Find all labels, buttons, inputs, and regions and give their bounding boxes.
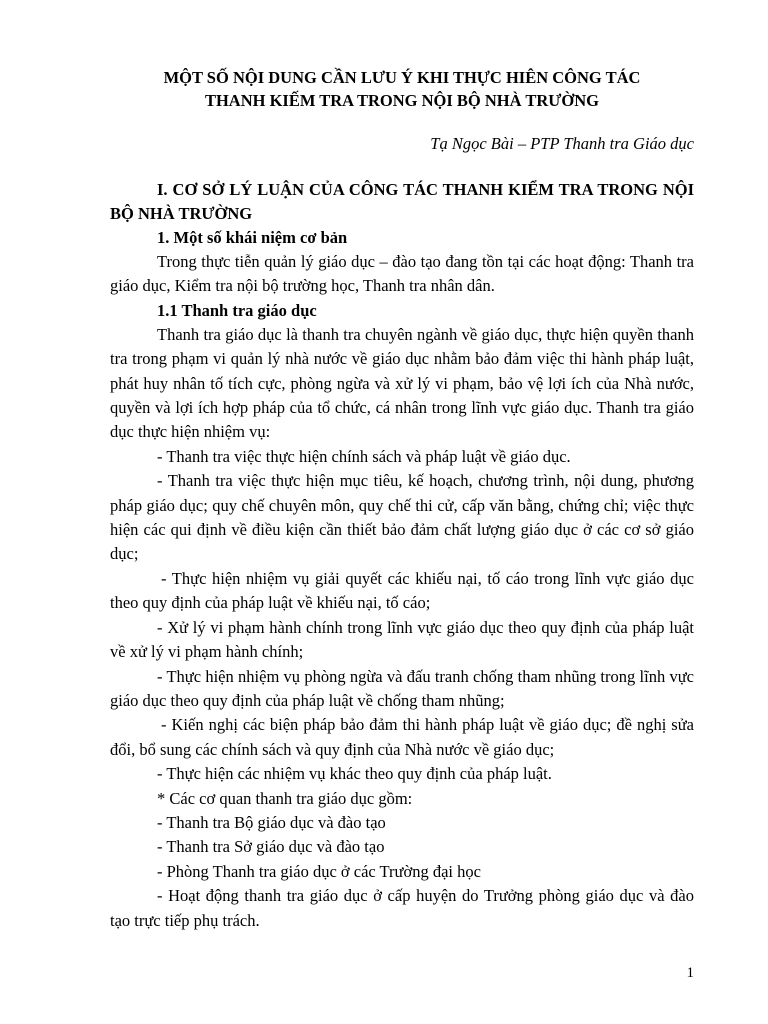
document-title-line-2: THANH KIẾM TRA TRONG NỘI BỘ NHÀ TRƯỜNG (204, 91, 600, 110)
agencies-heading: * Các cơ quan thanh tra giáo dục gồm: (157, 788, 413, 808)
page-number: 1 (686, 965, 694, 981)
agency-item: - Phòng Thanh tra giáo dục ở các Trường đại học (157, 861, 481, 881)
duty-item: - Kiến nghị các biện pháp bảo đảm thi hành pháp luật về giáo dục; đề nghị sửa đổi, bổ sung các chính sách và quy định của Nhà nước về giáo dục; (110, 715, 694, 759)
paragraph-definition: Thanh tra giáo dục là thanh tra chuyên ngành về giáo dục, thực hiện quyền thanh tra trong phạm vi quản lý nhà nước về giáo dục nhằm bảo đảm việc thi hành pháp luật, phát huy nhân tố tích cực, phòng ngừa và xử lý vi phạm, bảo vệ lợi ích của Nhà nước, quyền và lợi ích hợp pháp của tổ chức, cá nhân trong lĩnh vực giáo dục. Thanh tra giáo dục thực hiện nhiệm vụ: (110, 324, 694, 442)
duty-item: - Thực hiện nhiệm vụ phòng ngừa và đấu tranh chống tham nhũng trong lĩnh vực giáo dục theo quy định của pháp luật về chống tham nhũng; (110, 666, 694, 710)
section-heading: I. CƠ SỞ LÝ LUẬN CỦA CÔNG TÁC THANH KIỂM TRA TRONG NỘI BỘ NHÀ TRƯỜNG (110, 180, 694, 223)
document-title-line-1: MỘT SỐ NỘI DUNG CẦN LƯU Ý KHI THỰC HIÊN CÔNG TÁC (163, 68, 641, 87)
duty-item: - Thanh tra việc thực hiện mục tiêu, kế hoạch, chương trình, nội dung, phương pháp giáo dục; quy chế chuyên môn, quy chế thi cử, cấp văn bằng, chứng chỉ; việc thực hiện các qui định về điều kiện cần thiết bảo đảm chất lượng giáo dục ở các cơ sở giáo dục; (110, 471, 694, 564)
duty-item: - Thanh tra việc thực hiện chính sách và pháp luật về giáo dục. (157, 446, 571, 466)
agency-item: - Thanh tra Bộ giáo dục và đào tạo (157, 812, 386, 832)
agency-item: - Thanh tra Sở giáo dục và đào tạo (157, 837, 385, 857)
author-line: Tạ Ngọc Bài – PTP Thanh tra Giáo dục (430, 134, 694, 153)
subheading-education-inspection: 1.1 Thanh tra giáo dục (157, 300, 317, 320)
subheading-basic-concepts: 1. Một số khái niệm cơ bản (157, 228, 348, 247)
duty-item: - Thực hiện các nhiệm vụ khác theo quy định của pháp luật. (157, 764, 552, 784)
duty-item: - Xử lý vi phạm hành chính trong lĩnh vực giáo dục theo quy định của pháp luật về xử lý vi phạm hành chính; (110, 617, 694, 662)
agency-item: - Hoạt động thanh tra giáo dục ở cấp huyện do Trưởng phòng giáo dục và đào tạo trực tiếp phụ trách. (110, 886, 694, 930)
duty-item: - Thực hiện nhiệm vụ giải quyết các khiếu nại, tố cáo trong lĩnh vực giáo dục theo quy định của pháp luật về khiếu nại, tố cáo; (110, 568, 694, 613)
paragraph-intro: Trong thực tiễn quản lý giáo dục – đào tạo đang tồn tại các hoạt động: Thanh tra giáo dục, Kiểm tra nội bộ trường học, Thanh tra nhân dân. (110, 252, 694, 296)
document-page (110, 66, 694, 933)
document-title (110, 66, 694, 112)
